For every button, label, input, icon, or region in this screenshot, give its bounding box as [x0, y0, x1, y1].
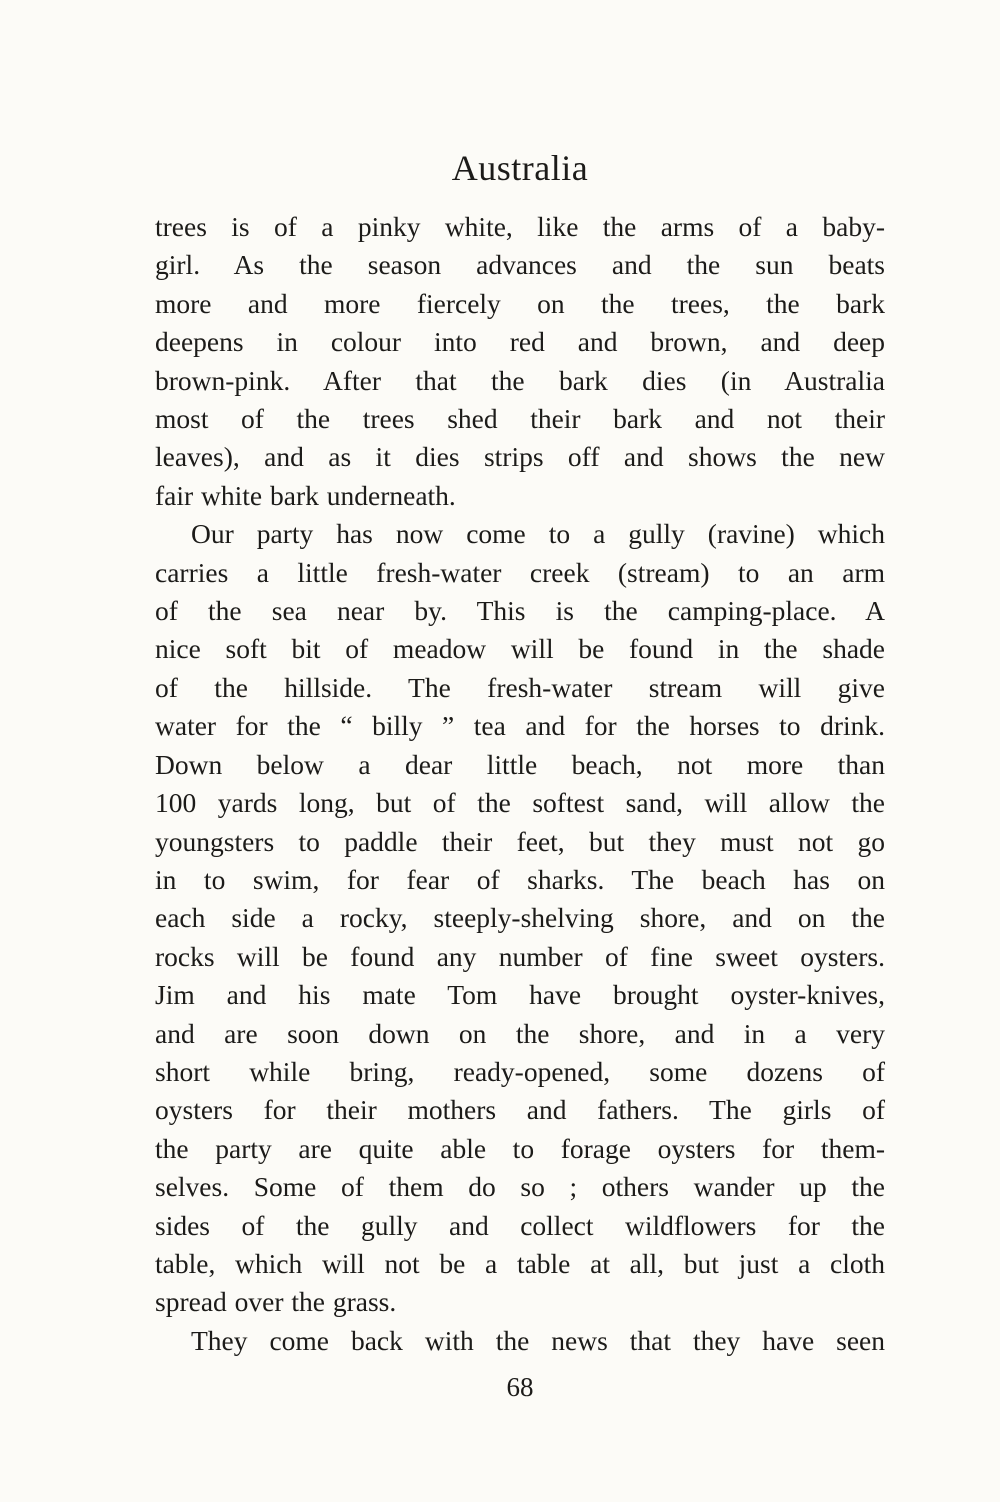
text-line: girl. As the season advances and the sun beats	[155, 249, 885, 281]
paragraph-1	[155, 208, 885, 515]
text-line: in to swim, for fear of sharks. The beach has on	[155, 863, 885, 895]
text-line: table, which will not be a table at all, but just a cloth	[155, 1247, 885, 1279]
text-line: brown-pink. After that the bark dies (in Australia	[155, 364, 885, 396]
text-line: most of the trees shed their bark and not their	[155, 403, 885, 435]
text-line: fair white bark underneath.	[155, 479, 456, 511]
page-title: Australia	[451, 148, 589, 188]
page-number: 68	[506, 1372, 534, 1403]
text-line: water for the “ billy ” tea and for the horses to drink.	[155, 710, 885, 742]
text-line: more and more fiercely on the trees, the bark	[155, 287, 885, 319]
text-line: each side a rocky, steeply-shelving shore, and on the	[155, 902, 885, 934]
text-line: nice soft bit of meadow will be found in the shade	[155, 633, 885, 665]
text-line: of the hillside. The fresh-water stream will give	[155, 671, 885, 703]
text-line: selves. Some of them do so ; others wander up the	[155, 1171, 885, 1203]
paragraph-2	[155, 515, 885, 1322]
text-line: deepens in colour into red and brown, and deep	[155, 326, 885, 358]
text-line: sides of the gully and collect wildflowers for the	[155, 1209, 885, 1241]
text-line: Down below a dear little beach, not more than	[155, 748, 885, 780]
text-line: of the sea near by. This is the camping-place. A	[155, 595, 885, 627]
paragraph-3	[155, 1322, 885, 1360]
text-line: the party are quite able to forage oysters for them-	[155, 1132, 885, 1164]
text-line: short while bring, ready-opened, some dozens of	[155, 1055, 885, 1087]
text-line: spread over the grass.	[155, 1286, 397, 1318]
text-line: 100 yards long, but of the softest sand, will allow the	[155, 787, 885, 819]
text-line: and are soon down on the shore, and in a very	[155, 1017, 885, 1049]
text-line: They come back with the news that they have seen	[191, 1324, 885, 1356]
text-line: trees is of a pinky white, like the arms of a baby-	[155, 211, 885, 242]
text-line: carries a little fresh-water creek (stream) to an arm	[155, 556, 885, 588]
text-line: oysters for their mothers and fathers. The girls of	[155, 1094, 885, 1126]
text-line: Our party has now come to a gully (ravine) which	[191, 518, 885, 550]
text-block	[155, 146, 885, 1403]
text-line: leaves), and as it dies strips off and shows the new	[155, 441, 885, 473]
text-line: rocks will be found any number of fine sweet oysters.	[155, 940, 885, 972]
text-line: youngsters to paddle their feet, but they must not go	[155, 825, 885, 857]
text-line: Jim and his mate Tom have brought oyster-knives,	[155, 979, 885, 1011]
